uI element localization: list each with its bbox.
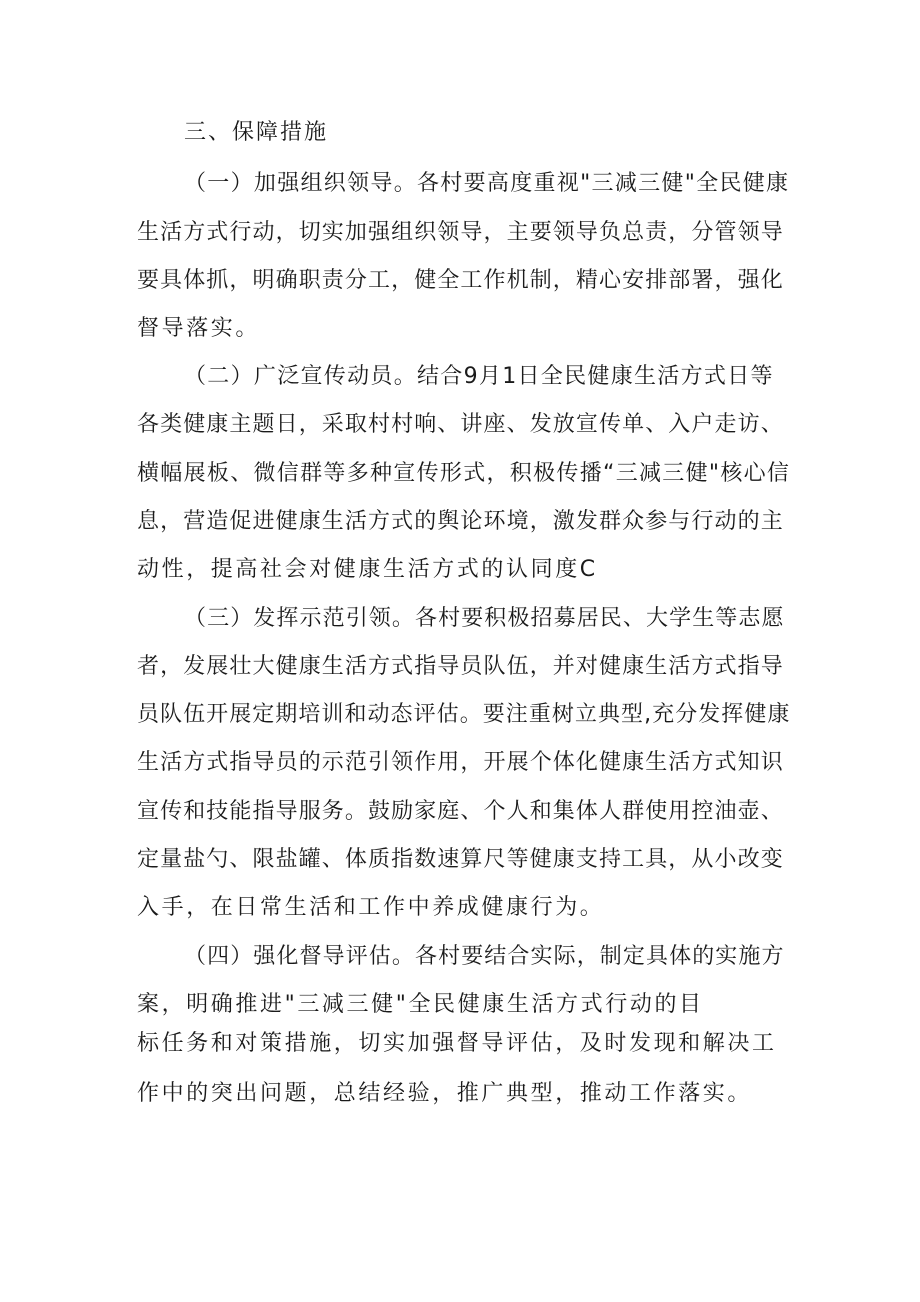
section-heading: 三、保障措施 [184,120,329,145]
paragraph-line: （二）广泛宣传动员。结合9月1日全民健康生活方式日等 [184,364,774,389]
paragraph-line: 定量盐勺、限盐罐、体质指数速算尺等健康支持工具，从小改变 [137,847,784,872]
paragraph-line: 员队伍开展定期培训和动态评估。要注重树立典型,充分发挥健康 [137,702,791,727]
paragraph-line: （一）加强组织领导。各村要高度重视"三减三健"全民健康 [184,171,790,196]
paragraph-line: 要具体抓，明确职责分工，健全工作机制，精心安排部署，强化 [137,268,784,293]
paragraph-line: 作中的突出问题，总结经验，推广典型，推动工作落实。 [137,1081,753,1106]
paragraph-line: 生活方式行动，切实加强组织领导，主要领导负总责，分管领导 [137,220,784,245]
paragraph-line: 督导落实。 [137,316,261,341]
paragraph-line: 横幅展板、微信群等多种宣传形式，积极传播“三减三健"核心信 [137,461,791,486]
paragraph-line: 者，发展壮大健康生活方式指导员队伍，并对健康生活方式指导 [137,654,784,679]
paragraph-line: 息，营造促进健康生活方式的舆论环境，激发群众参与行动的主 [137,509,784,534]
paragraph-line: 动性，提高社会对健康生活方式的认同度C [137,557,598,582]
paragraph-line: 宣传和技能指导服务。鼓励家庭、个人和集体人群使用控油壶、 [137,799,784,824]
paragraph-line: 案，明确推进"三减三健"全民健康生活方式行动的目 [137,992,704,1017]
paragraph-line: （三）发挥示范引领。各村要积极招募居民、大学生等志愿 [184,606,785,631]
paragraph-line: 入手，在日常生活和工作中养成健康行为。 [137,895,605,920]
paragraph-line: （四）强化督导评估。各村要结合实际，制定具体的实施方 [184,944,785,969]
paragraph-line: 生活方式指导员的示范引领作用，开展个体化健康生活方式知识 [137,750,784,775]
paragraph-line: 标任务和对策措施，切实加强督导评估，及时发现和解决工 [137,1031,777,1056]
paragraph-line: 各类健康主题日，采取村村响、讲座、发放宣传单、入户走访、 [137,412,784,437]
